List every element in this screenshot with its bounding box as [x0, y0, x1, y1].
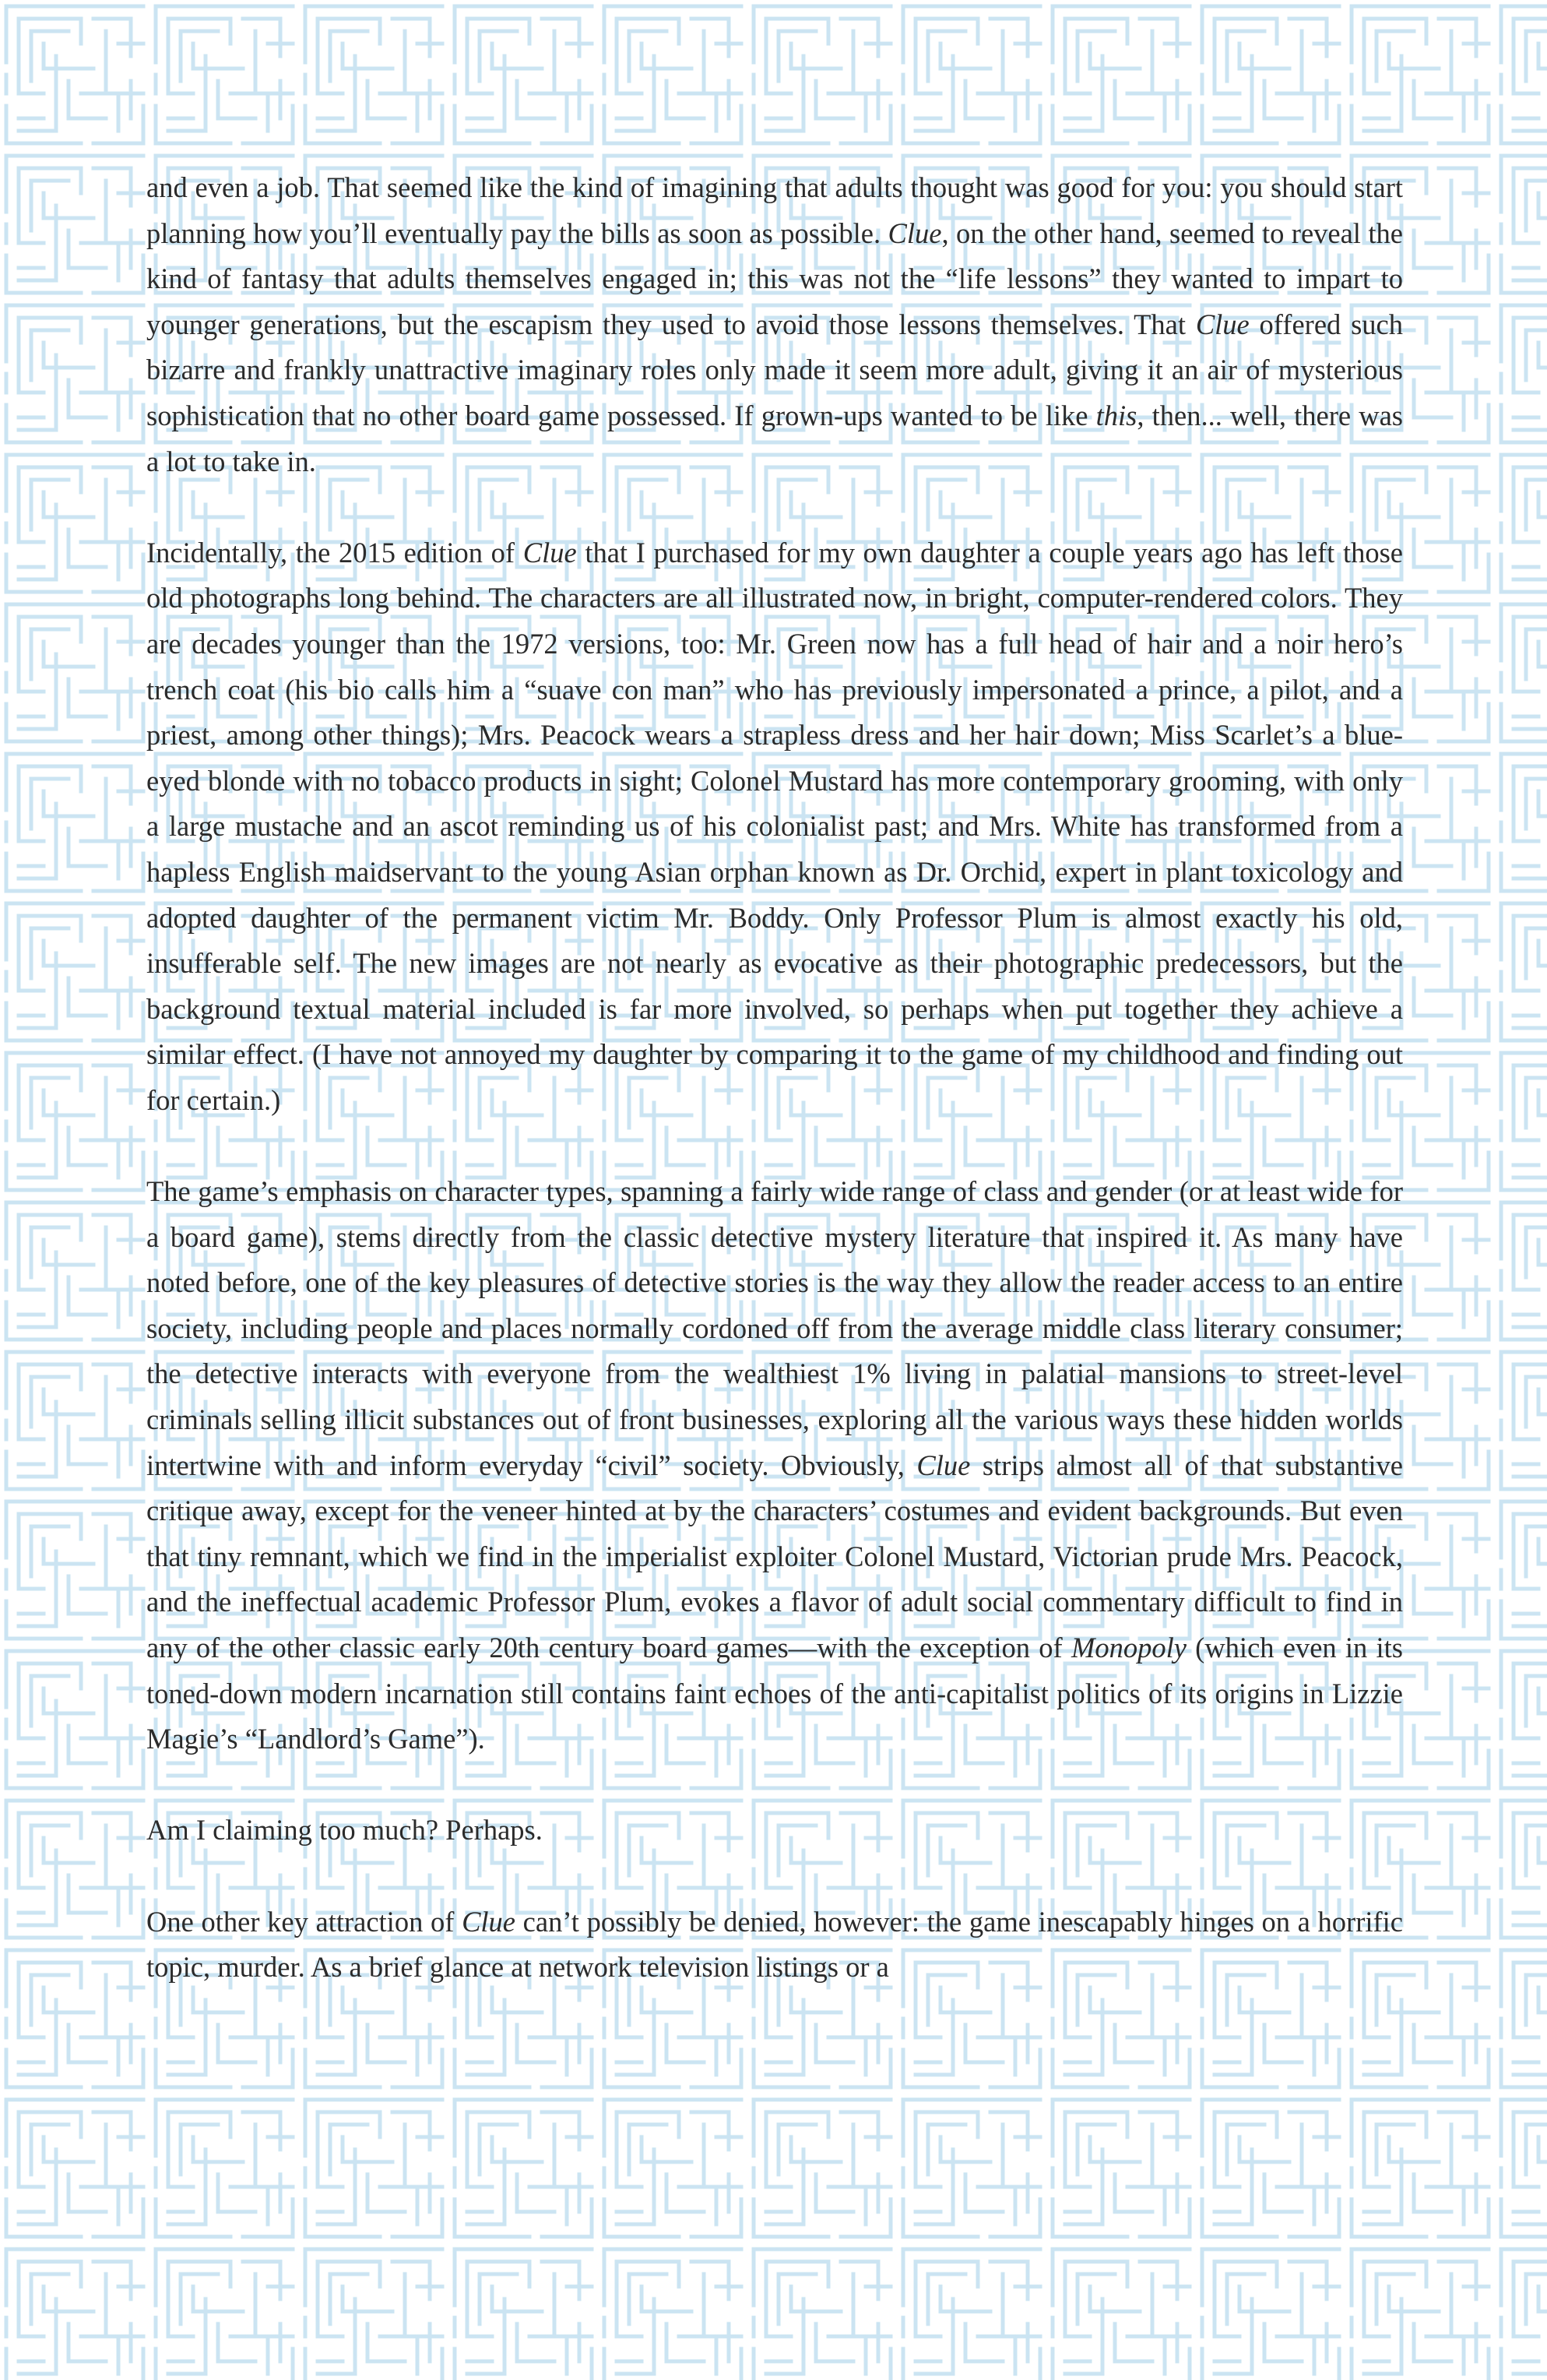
- paragraph: [146, 1169, 1403, 1762]
- body-text: [146, 165, 1403, 1991]
- paragraph: [146, 165, 1403, 484]
- text-run: Incidentally, the 2015 edition of: [146, 536, 523, 569]
- text-run: Am I claiming too much? Perhaps.: [146, 1814, 543, 1847]
- text-run: and even a job. That seemed like the kind of imagining that adults thought was good for you: you should start planning how you’ll eventually pay the bills as soon as possible.: [146, 171, 1403, 249]
- italic-text: Clue: [462, 1905, 515, 1938]
- text-run: that I purchased for my own daughter a couple years ago has left those old photographs long behind. The characters are all illustrated now, in bright, computer-rendered colors. They are decades younger than the 1972 versions, too: Mr. Green now has a full head of hair and a noir hero’s trench coat (his bio calls him a “suave con man” who has previously impersonated a prince, a pilot, and a priest, among other things); Mrs. Peacock wears a strapless dress and her hair down; Miss Scarlet’s a blue-eyed blonde with no tobacco products in sight; Colonel Mustard has more contemporary grooming, with only a large mustache and an ascot reminding us of his colonialist past; and Mrs. White has transformed from a hapless English maidservant to the young Asian orphan known as Dr. Orchid, expert in plant toxicology and adopted daughter of the permanent victim Mr. Boddy. Only Professor Plum is almost exactly his old, insufferable self. The new images are not nearly as evocative as their photographic predecessors, but the background textual material included is far more involved, so perhaps when put together they achieve a similar effect. (I have not annoyed my daughter by comparing it to the game of my childhood and finding out for certain.): [146, 536, 1403, 1116]
- text-run: The game’s emphasis on character types, spanning a fairly wide range of class and gender (or at least wide for a board game), stems directly from the classic detective mystery literature that inspired it. As many have noted before, one of the key pleasures of detective stories is the way they allow the reader access to an entire society, including people and places normally cordoned off from the average middle class literary consumer; the detective interacts with everyone from the wealthiest 1% living in palatial mansions to street-level criminals selling illicit substances out of front businesses, exploring all the various ways these hidden worlds intertwine with and inform everyday “civil” society. Obviously,: [146, 1175, 1403, 1481]
- italic-text: Clue: [888, 217, 942, 249]
- italic-text: this: [1095, 399, 1137, 431]
- text-run: can’t possibly be denied, however: the game inescapably hinges on a horrific topic, murder. As a brief glance at network television listings or a: [146, 1905, 1403, 1984]
- text-run: (which even in its toned-down modern incarnation still contains faint echoes of the anti-capitalist politics of its origins in Lizzie Magie’s “Landlord’s Game”).: [146, 1632, 1404, 1755]
- paragraph: [146, 1808, 1403, 1854]
- italic-text: Clue: [916, 1449, 971, 1481]
- text-run: offered such bizarre and frankly unattractive imaginary roles only made it seem more adult, giving it an air of mysterious sophistication that no other board game possessed. If grown-ups wanted to be like: [146, 308, 1403, 431]
- text-run: , on the other hand, seemed to reveal the kind of fantasy that adults themselves engaged in; this was not the “life lessons” they wanted to impart to younger generations, but the escapism they used to avoid those lessons themselves. That: [146, 217, 1403, 340]
- paragraph: [146, 530, 1403, 1124]
- text-run: One other key attraction of: [146, 1905, 462, 1938]
- text-run: , then... well, there was a lot to take in.: [146, 399, 1403, 477]
- italic-text: Clue: [1195, 308, 1250, 340]
- italic-text: Monopoly: [1071, 1632, 1187, 1664]
- text-run: strips almost all of that substantive critique away, except for the veneer hinted at by the characters’ costumes and evident backgrounds. But even that tiny remnant, which we find in the imperialist exploiter Colonel Mustard, Victorian prude Mrs. Peacock, and the ineffectual academic Professor Plum, evokes a flavor of adult social commentary difficult to find in any of the other classic early 20th century board games—with the exception of: [146, 1449, 1403, 1664]
- italic-text: Clue: [522, 536, 577, 569]
- paragraph: [146, 1899, 1403, 1991]
